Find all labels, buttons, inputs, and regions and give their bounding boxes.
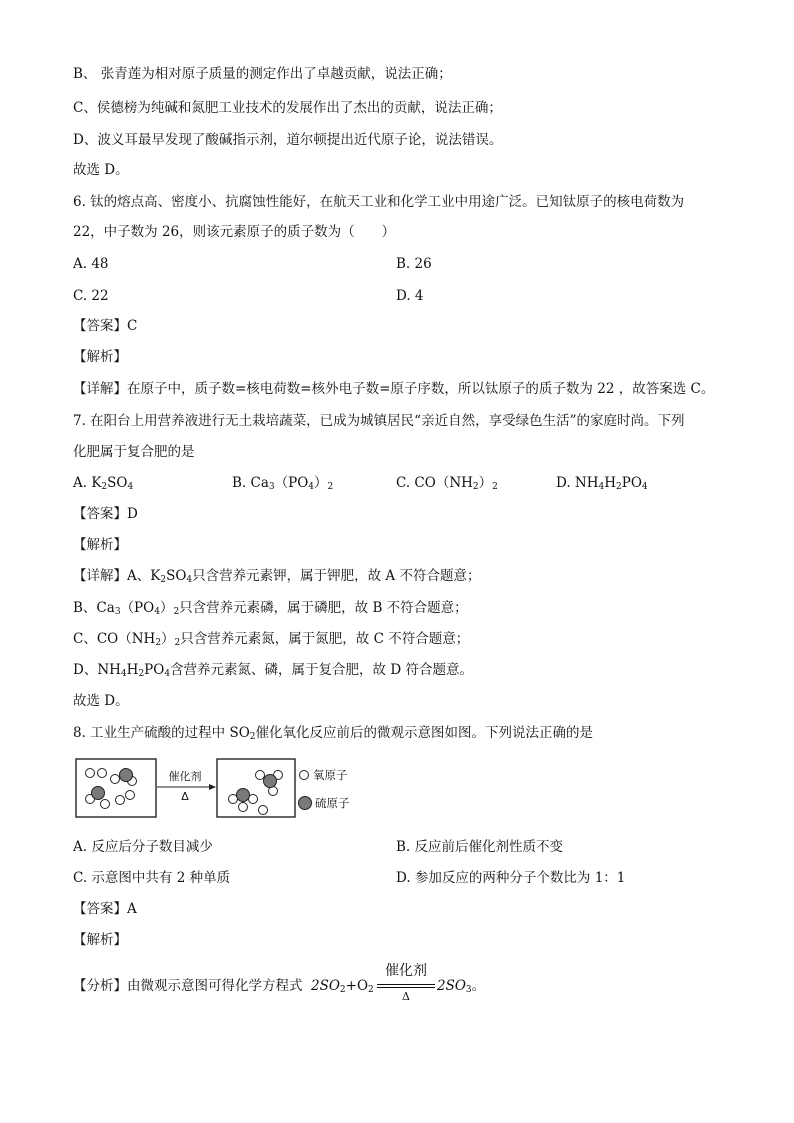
legend-sulfur-label: 硫原子 bbox=[315, 796, 350, 810]
q6-option-c: C. 22 bbox=[73, 288, 109, 304]
arrow-head bbox=[209, 784, 216, 790]
oxygen-atom bbox=[101, 800, 110, 809]
q7-detail-c: C、$CO(NH_2)_2$只含营养元素氮，属于氮肥，故 C 不符合题意； bbox=[73, 631, 470, 648]
equation-bar-bottom bbox=[377, 987, 435, 988]
q6-detail: 【详解】在原子中，质子数=核电荷数=核外电子数=原子序数，所以钛原子的质子数为 22 ，故答案选 C。 bbox=[73, 381, 715, 397]
q6-option-a: A. 48 bbox=[73, 256, 109, 272]
q6-analysis-heading: 【解析】 bbox=[73, 349, 127, 365]
q7-answer: 【答案】D bbox=[73, 506, 138, 522]
oxygen-atom bbox=[111, 775, 120, 784]
q6-stem-line2: 22，中子数为 26，则该元素原子的质子数为（ ） bbox=[73, 224, 396, 240]
prev-explanation-d: D、波义耳最早发现了酸碱指示剂，道尔顿提出近代原子论，说法错误。 bbox=[73, 132, 503, 148]
equation-catalyst: 催化剂 bbox=[385, 963, 427, 979]
q7-stem-line1: 7. 在阳台上用营养液进行无土栽培蔬菜，已成为城镇居民“亲近自然，享受绿色生活”的家庭时尚。下列 bbox=[73, 413, 685, 429]
q8-option-c: C. 示意图中共有 2 种单质 bbox=[73, 870, 231, 886]
heat-label: Δ bbox=[181, 790, 189, 803]
oxygen-atom bbox=[98, 769, 107, 778]
sulfur-atom bbox=[264, 775, 277, 788]
sulfur-atom bbox=[92, 787, 105, 800]
prev-explanation-c: C、侯德榜为纯碱和氮肥工业技术的发展作出了杰出的贡献，说法正确； bbox=[73, 100, 502, 116]
q7-option-c: C. $CO(NH_2)_2$ bbox=[396, 475, 498, 492]
q7-option-a: A. $K_2SO_4$ bbox=[73, 475, 134, 492]
q8-analysis-heading: 【解析】 bbox=[73, 932, 127, 948]
q7-detail-b: B、$Ca_3(PO_4)_2$只含营养元素磷，属于磷肥，故 B 不符合题意； bbox=[73, 600, 468, 617]
q8-answer: 【答案】A bbox=[73, 901, 137, 917]
catalyst-label: 催化剂 bbox=[168, 770, 202, 783]
before-molecules bbox=[86, 769, 137, 809]
before-reaction-box bbox=[76, 759, 156, 817]
legend-oxygen-label: 氧原子 bbox=[313, 768, 348, 782]
legend-sulfur-icon bbox=[299, 797, 312, 810]
q8-stem: 8. 工业生产硫酸的过程中 $SO_2$催化氧化反应前后的微观示意图如图。下列说法正确的是 bbox=[73, 725, 594, 742]
equation-bar-top bbox=[377, 984, 435, 985]
q6-option-b: B. 26 bbox=[396, 256, 432, 272]
prev-conclusion: 故选 D。 bbox=[73, 162, 129, 178]
oxygen-atom bbox=[116, 796, 125, 805]
oxygen-atom bbox=[239, 803, 248, 812]
oxygen-atom bbox=[86, 769, 95, 778]
q6-stem-line1: 6. 钛的熔点高、密度小、抗腐蚀性能好，在航天工业和化学工业中用途广泛。已知钛原子的核电荷数为 bbox=[73, 194, 685, 210]
q7-conclusion: 故选 D。 bbox=[73, 693, 129, 709]
q7-option-d: D. $NH_4H_2PO_4$ bbox=[556, 475, 648, 492]
q6-answer: 【答案】C bbox=[73, 318, 138, 334]
equation-heat: Δ bbox=[402, 990, 410, 1003]
oxygen-atom bbox=[259, 806, 268, 815]
q8-option-a: A. 反应后分子数目减少 bbox=[73, 839, 213, 855]
equation-reactants: $2SO_2+O_2$ bbox=[311, 978, 374, 995]
q7-detail-d: D、$NH_4H_2PO_4$含营养元素氮、磷，属于复合肥，故 D 符合题意。 bbox=[73, 662, 473, 679]
prev-explanation-b: B、 张青莲为相对原子质量的测定作出了卓越贡献，说法正确； bbox=[73, 66, 452, 82]
equation-product: $2SO_3$。 bbox=[437, 978, 486, 995]
oxygen-atom bbox=[126, 791, 135, 800]
sulfur-atom bbox=[237, 789, 250, 802]
oxygen-atom bbox=[256, 771, 265, 780]
sulfur-atom bbox=[120, 769, 133, 782]
q7-stem-line2: 化肥属于复合肥的是 bbox=[73, 444, 195, 460]
q6-option-d: D. 4 bbox=[396, 288, 424, 304]
after-molecules bbox=[229, 771, 283, 815]
after-reaction-box bbox=[217, 759, 295, 817]
legend-oxygen-icon bbox=[300, 771, 309, 780]
reaction-micro-diagram bbox=[75, 757, 375, 821]
q7-detail-a: 【详解】A、$K_2SO_4$只含营养元素钾，属于钾肥，故 A 不符合题意； bbox=[73, 568, 481, 585]
q8-option-b: B. 反应前后催化剂性质不变 bbox=[396, 839, 564, 855]
q7-option-b: B. $Ca_3(PO_4)_2$ bbox=[232, 475, 334, 492]
equation-intro: 【分析】由微观示意图可得化学方程式 bbox=[73, 978, 303, 994]
q8-option-d: D. 参加反应的两种分子个数比为 1：1 bbox=[396, 870, 626, 886]
q7-analysis-heading: 【解析】 bbox=[73, 537, 127, 553]
